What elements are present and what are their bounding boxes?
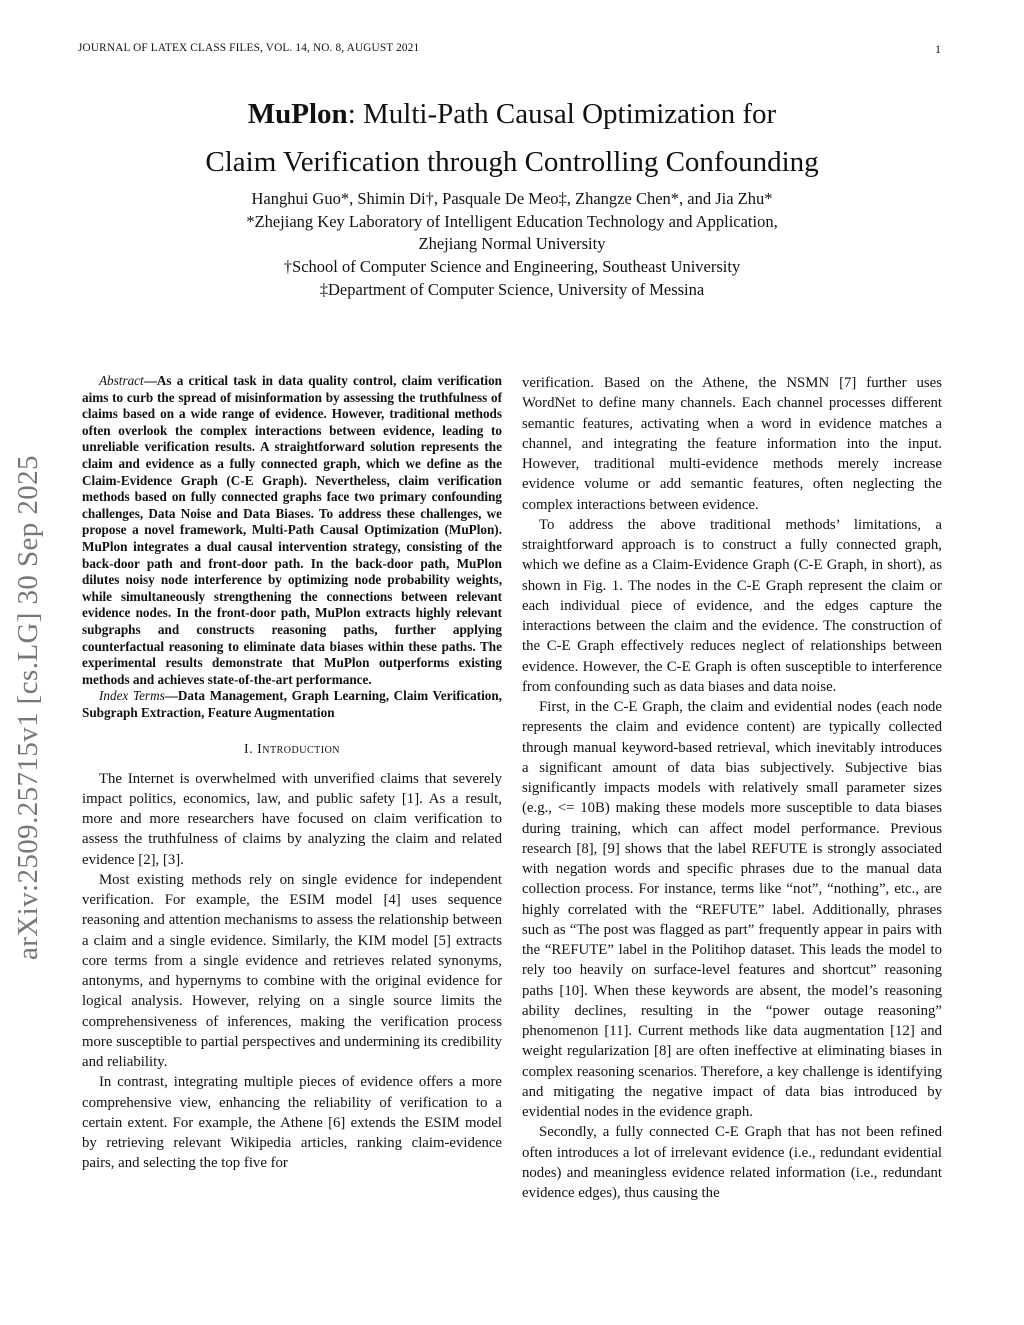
right-column bbox=[522, 373, 942, 1203]
left-paragraph: In contrast, integrating multiple pieces of evidence offers a more comprehensive view, enhancing the reliability of verification to a certain extent. For example, the Athene [6] extends the ESIM model by retrieving relevant Wikipedia articles, ranking claim-evidence pairs, and selecting the top five for bbox=[82, 1074, 502, 1172]
arxiv-stamp: arXiv:2509.25715v1 [cs.LG] 30 Sep 2025 bbox=[12, 455, 44, 960]
paper-title bbox=[0, 90, 1024, 186]
abstract-text: —As a critical task in data quality control, claim verification aims to curb the spread of misinformation by assessing the truthfulness of claims based on a wide range of evidence. However, traditional methods often overlook the complex interactions between evidence, leading to unreliable verification results. A straightforward solution represents the claim and evidence as a fully connected graph, which we define as the Claim-Evidence Graph (C-E Graph). Nevertheless, claim verification methods based on fully connected graphs face two primary confounding challenges, Data Noise and Data Biases. To address these challenges, we propose a novel framework, Multi-Path Causal Optimization (MuPlon). MuPlon integrates a dual causal intervention strategy, consisting of the back-door path and front-door path. In the back-door path, MuPlon dilutes noisy node interference by optimizing node probability weights, while simultaneously strengthening the connections between relevant evidence nodes. In the front-door path, MuPlon extracts highly relevant subgraphs and constructs reasoning paths, further applying counterfactual reasoning to eliminate data biases within these paths. The experimental results demonstrate that MuPlon outperforms existing methods and achieves state-of-the-art performance. bbox=[82, 373, 502, 687]
index-terms-label: Index Terms bbox=[99, 688, 165, 704]
title-line-1-rest: : Multi-Path Causal Optimization for bbox=[347, 98, 777, 130]
section-title: Introduction bbox=[257, 742, 341, 758]
right-paragraph: First, in the C-E Graph, the claim and evidential nodes (each node represents the claim and evidence content) are typically collected through manual keyword-based retrieval, which inevitably introduces a significant amount of data bias subjectively. Subjective bias significantly impacts models with relatively small parameter sizes (e.g., <= 10B) making these models more susceptible to data biases during training, which can affect model performance. Previous research [8], [9] shows that the label REFUTE is strongly associated with negation words and specific phrases due to the manual data collection process. For instance, terms like “not”, “nothing”, etc., are highly correlated with the “REFUTE” label. Additionally, phrases such as “The post was flagged as part” frequently appear in pairs with the “REFUTE” label in the Politihop dataset. This leads the model to rely too heavily on surface-level features and shortcut” reasoning paths [10]. When these keywords are absent, the model’s reasoning ability declines, resulting in the “power outage reasoning” phenomenon [11]. Current methods like data augmentation [12] and weight regularization [8] are often ineffective at eliminating biases in complex reasoning scenarios. Therefore, a key challenge is identifying and mitigating the negative impact of data bias introduced by evidential nodes in the evidence graph. bbox=[522, 699, 942, 1120]
left-paragraph: Most existing methods rely on single evidence for independent verification. For example, the ESIM model [4] uses sequence reasoning and attention mechanisms to assess the relationship between a claim and a single evidence. Similarly, the KIM model [5] extracts core terms from a single evidence and retrieves related synonyms, antonyms, and hypernyms to combine with the original evidence for logical analysis. However, relying on a single source limits the comprehensiveness of inferences, making the verification process more susceptible to partial perspectives and undermining its credibility and reliability. bbox=[82, 871, 502, 1071]
left-paragraph: The Internet is overwhelmed with unverified claims that severely impact politics, economics, law, and public safety [1]. As a result, more and more researchers have focused on claim verification to assess the truthfulness of claims by analyzing the claim and related evidence [2], [3]. bbox=[82, 770, 502, 868]
abstract bbox=[82, 373, 502, 688]
affiliation-1: *Zhejiang Key Laboratory of Intelligent Education Technology and Application, bbox=[246, 211, 778, 231]
affiliation-2: †School of Computer Science and Engineering, Southeast University bbox=[283, 257, 741, 277]
section-numeral: I. bbox=[243, 742, 254, 758]
affiliation-3: ‡Department of Computer Science, University of Messina bbox=[319, 279, 705, 299]
index-terms-text: —Data Management, Graph Learning, Claim Verification, Subgraph Extraction, Feature Augmentation bbox=[82, 688, 502, 720]
affiliation-1b: Zhejiang Normal University bbox=[418, 234, 606, 254]
title-line-1 bbox=[0, 90, 1024, 138]
title-line-2: Claim Verification through Controlling Confounding bbox=[205, 146, 819, 178]
author-block bbox=[0, 188, 1024, 302]
title-acronym: MuPlon bbox=[247, 98, 348, 130]
section-heading bbox=[82, 740, 502, 760]
left-column bbox=[82, 373, 502, 1174]
running-header: JOURNAL OF LATEX CLASS FILES, VOL. 14, NO. 8, AUGUST 2021 bbox=[78, 42, 420, 54]
author-names: Hanghui Guo*, Shimin Di†, Pasquale De Meo‡, Zhangze Chen*, and Jia Zhu* bbox=[251, 189, 773, 208]
abstract-label: Abstract bbox=[99, 373, 144, 388]
right-paragraph: To address the above traditional methods’ limitations, a straightforward approach is to construct a fully connected graph, which we define as a Claim-Evidence Graph (C-E Graph, in short), as shown in Fig. 1. The nodes in the C-E Graph represent the claim or each individual piece of evidence, and the edges capture the interactions between the claim and the evidence. The construction of the C-E Graph effectively reduces neglect of relationships between evidence. However, the C-E Graph is often susceptible to interference from confounding such as data biases and data noise. bbox=[522, 516, 942, 695]
page-number: 1 bbox=[935, 42, 941, 56]
index-terms bbox=[82, 688, 502, 721]
right-paragraph: Secondly, a fully connected C-E Graph that has not been refined often introduces a lot of irrelevant evidence (i.e., redundant evidential nodes) and meaningless evidence related information (i.e., redundant evidence edges), thus causing the bbox=[522, 1124, 942, 1201]
right-paragraph: verification. Based on the Athene, the NSMN [7] further uses WordNet to define many channels. Each channel processes different semantic features, activating when a word in evidence matches a channel, and integrating the feature information into the input. However, traditional multi-evidence methods merely increase evidence volume or add semantic features, often neglecting the complex interactions between evidence. bbox=[522, 375, 942, 513]
